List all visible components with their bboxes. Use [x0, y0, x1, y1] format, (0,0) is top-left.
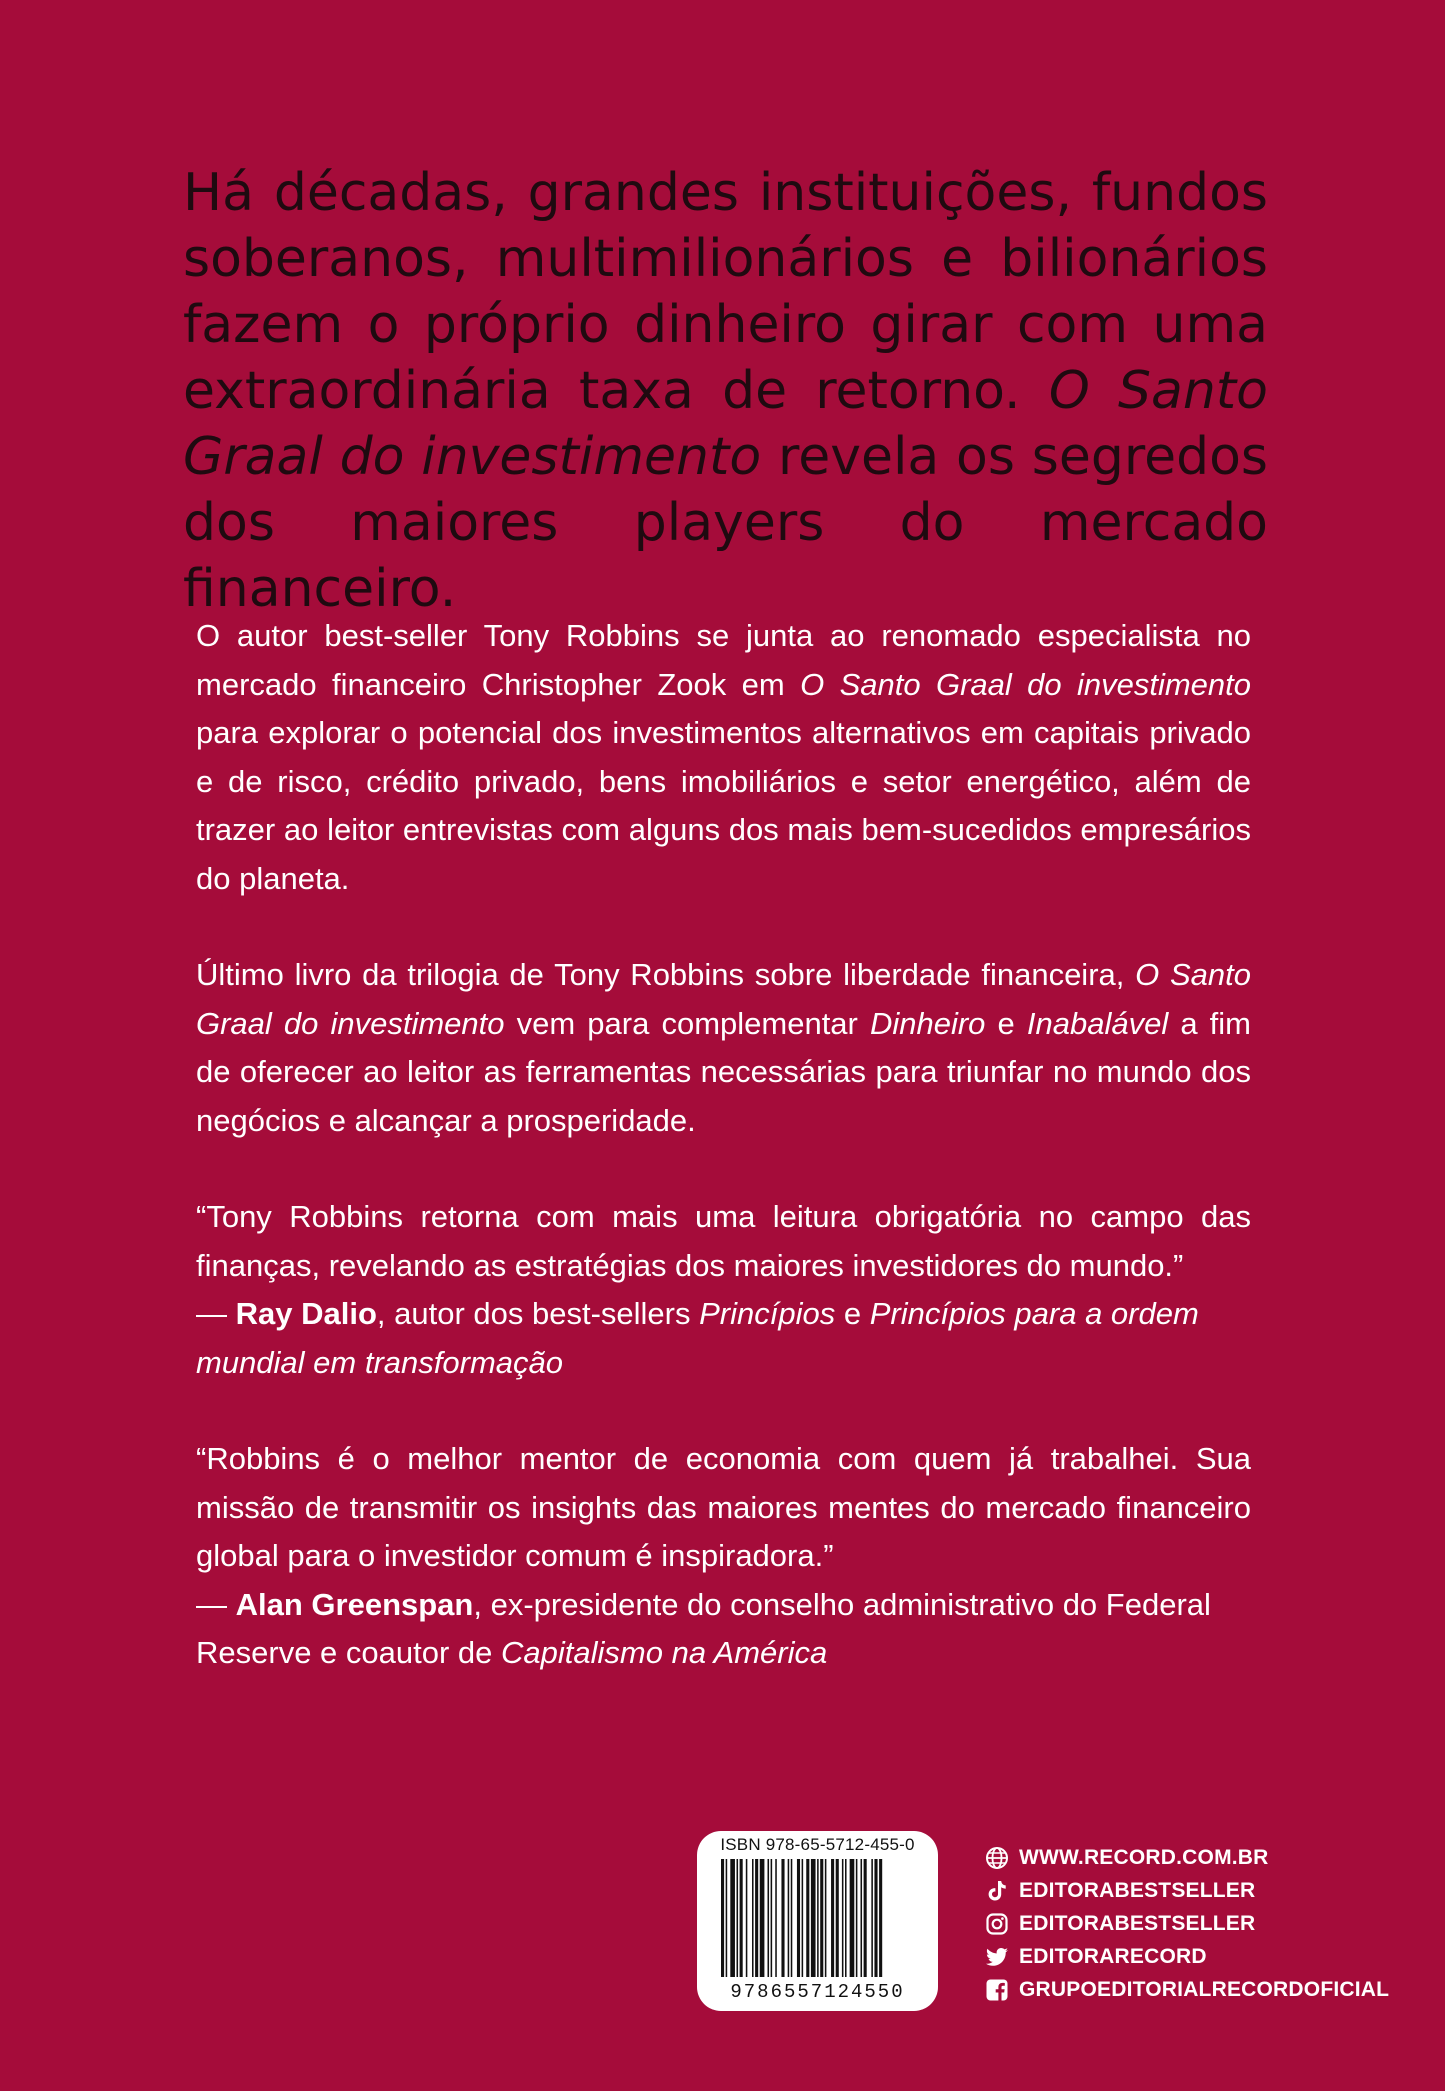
social-label: EDITORABESTSELLER — [1019, 1878, 1256, 1902]
q1-role: , autor dos best-sellers — [376, 1296, 700, 1331]
barcode-bar — [874, 1859, 877, 1977]
q1-and: e — [835, 1296, 870, 1331]
social-label: GRUPOEDITORIALRECORDOFICIAL — [1019, 1977, 1390, 2001]
barcode-bar — [811, 1859, 816, 1977]
q1-author-name: Ray Dalio — [235, 1296, 377, 1331]
barcode-bar — [836, 1859, 839, 1977]
social-item-instagram[interactable] — [985, 1907, 1365, 1940]
barcode-bar — [752, 1859, 754, 1977]
q1-quote: “Tony Robbins retorna com mais uma leitura obrigatória no campo das finanças, revelando as estratégias dos maiores investidores do mundo.” — [196, 1199, 1251, 1283]
q1-book-2: Princípios para a ordem mundial em transformação — [196, 1296, 1199, 1380]
q2-attribution — [196, 1581, 1251, 1678]
isbn-barcode — [697, 1831, 938, 2011]
barcode-bar — [861, 1859, 863, 1977]
barcode-bar — [730, 1859, 735, 1977]
barcode-bar — [771, 1859, 773, 1977]
barcode-bar — [737, 1859, 739, 1977]
barcode-bar — [740, 1859, 743, 1977]
barcode-bar — [802, 1859, 804, 1977]
barcode-bar — [791, 1859, 793, 1977]
barcode-bar — [850, 1859, 855, 1977]
facebook-icon — [985, 1978, 1009, 2002]
q2-dash: — — [196, 1586, 236, 1622]
p2-book-inabalavel: Inabalável — [1026, 1005, 1169, 1041]
lead-paragraph — [183, 160, 1268, 622]
social-item-facebook[interactable] — [985, 1973, 1390, 2006]
p2-text-3: a fim de oferecer ao leitor as ferramentas necessárias para triunfar no mundo dos negócios e alcançar a prosperidade. — [196, 1005, 1251, 1138]
social-label: EDITORABESTSELLER — [1019, 1911, 1256, 1935]
barcode-bar — [788, 1859, 790, 1977]
p1-text-1: O autor best-seller Tony Robbins se junta ao renomado especialista no mercado financeiro Christopher Zook em — [196, 618, 1251, 702]
q2-role: , ex-presidente do conselho administrativo do Federal Reserve e coautor de — [196, 1586, 1211, 1670]
lead-book-title: O Santo Graal do investimento — [183, 361, 1268, 487]
description-paragraph-2 — [196, 951, 1251, 1145]
q1-attribution — [196, 1290, 1251, 1387]
barcode-digits: 9786557124550 — [730, 1981, 905, 2003]
social-item-website[interactable] — [985, 1841, 1365, 1874]
barcode-bar — [864, 1859, 867, 1977]
barcode-bar — [726, 1859, 728, 1977]
twitter-icon — [985, 1945, 1009, 1969]
barcode-bars — [721, 1859, 917, 1977]
barcode-bar — [781, 1859, 784, 1977]
testimonial-ray-dalio — [196, 1193, 1251, 1387]
p2-and: e — [985, 1005, 1027, 1041]
barcode-bar — [760, 1859, 765, 1977]
barcode-bar — [817, 1859, 819, 1977]
barcode-bar — [820, 1859, 823, 1977]
p2-text-1: Último livro da trilogia de Tony Robbins sobre liberdade financeira, — [196, 957, 1136, 992]
barcode-bar — [768, 1859, 770, 1977]
barcode-bar — [825, 1859, 827, 1977]
testimonial-alan-greenspan — [196, 1435, 1251, 1678]
barcode-bar — [755, 1859, 758, 1977]
q1-book-1: Princípios — [699, 1296, 836, 1331]
p1-book-title: O Santo Graal do investimento — [800, 666, 1252, 702]
globe-icon — [985, 1846, 1009, 1870]
barcode-bar — [797, 1859, 800, 1977]
social-item-twitter[interactable] — [985, 1940, 1365, 1973]
barcode-bar — [871, 1859, 873, 1977]
isbn-number: ISBN 978-65-5712-455-0 — [720, 1835, 915, 1854]
instagram-icon — [985, 1912, 1009, 1936]
back-cover-body — [196, 612, 1251, 1678]
q1-dash: — — [196, 1296, 236, 1331]
barcode-bar — [831, 1859, 834, 1977]
barcode-bar — [856, 1859, 858, 1977]
q2-author-name: Alan Greenspan — [235, 1586, 474, 1622]
barcode-bar — [845, 1859, 847, 1977]
barcode-bar — [721, 1859, 724, 1977]
publisher-social-links — [985, 1841, 1390, 2006]
barcode-bar — [746, 1859, 748, 1977]
social-item-tiktok[interactable] — [985, 1874, 1365, 1907]
p1-text-2: para explorar o potencial dos investimentos alternativos em capitais privado e de risco, crédito privado, bens imobiliários e setor energético, além de trazer ao leitor entrevistas com alguns dos mais bem-sucedidos empresários do planeta. — [196, 715, 1251, 896]
barcode-bar — [879, 1859, 882, 1977]
p2-book-title: O Santo Graal do investimento — [196, 957, 1251, 1041]
social-label: EDITORARECORD — [1019, 1944, 1207, 1968]
q2-book: Capitalismo na América — [501, 1635, 828, 1670]
barcode-bar — [842, 1859, 844, 1977]
description-paragraph-1 — [196, 612, 1251, 903]
p2-text-2: vem para complementar — [504, 1005, 870, 1041]
lead-text-1: Há décadas, grandes instituições, fundos soberanos, multimilionários e bilionários fazem o próprio dinheiro girar com uma extraordinária taxa de retorno. — [183, 163, 1268, 421]
barcode-bar — [775, 1859, 777, 1977]
p2-book-dinheiro: Dinheiro — [869, 1005, 986, 1041]
social-label: WWW.RECORD.COM.BR — [1019, 1845, 1269, 1869]
q2-quote: “Robbins é o melhor mentor de economia com quem já trabalhei. Sua missão de transmitir os insights das maiores mentes do mercado financeiro global para o investidor comum é inspiradora.” — [196, 1441, 1251, 1573]
barcode-bar — [806, 1859, 809, 1977]
tiktok-icon — [985, 1879, 1009, 1903]
lead-text-2: revela os segredos dos maiores players do mercado financeiro. — [183, 427, 1268, 619]
